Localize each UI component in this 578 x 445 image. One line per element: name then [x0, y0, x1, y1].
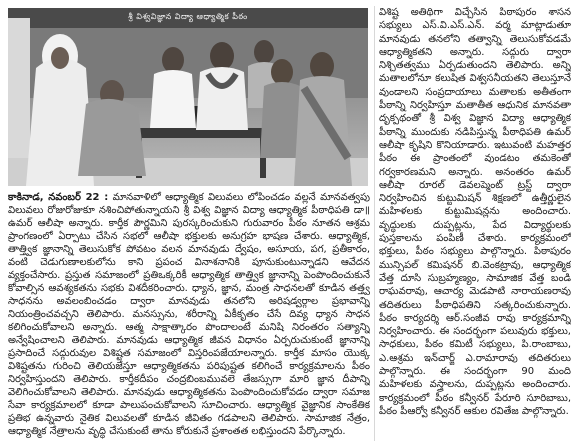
- photo-banner-text: శ్రీ విశ్వవిజ్ఞాన విద్యా ఆధ్యాత్మిక పీఠం: [128, 12, 248, 21]
- article-body-left: [8, 191, 370, 438]
- article-body-left-text: మానవాళిలో ఆధ్యాత్మిక విలువలు లోపించడం వల్లనే మానవత్వపు విలువలు రోజురోజుకూ నశించిపోతున్నాయని శ్రీ విశ్వ విజ్ఞాన విద్యా ఆధ్యాత్మిక పీఠాధిపతి డా॥ ఉమర్ ఆలీషా అన్నారు. కార్తీక పౌర్ణమిని పురస్కరించుకుని గురువారం పీఠం నూతన ఆశ్రమ ప్రాంగణంలో ఏర్పాటు చేసిన సభలో ఆలీషా భక్తులకు అనుగ్రహ భాషణ చేశారు. ఆధ్యాత్మిక, తాత్త్విక జ్ఞానాన్ని తెలుసుకోక పోవటం వలన మానవుడు ద్వేషం, అసూయ, పగ, ప్రతీకారం, వంటి చెడుగుణాలకులోను కాని ప్రపంచ వినాశనానికి పూనుకుంటున్నాడని ఆవేదన వ్యక్తంచేసారు. ప్రస్తుత సమాజంలో ప్రతిఒక్కరికీ ఆధ్యాత్మిక తాత్త్విక జ్ఞానాన్ని పెంపొందించుకునే కోవాల్సిన ఆవశ్యకతను సభకు విశదీకరించారు. ధ్యాన, జ్ఞాన, మంత్ర సాధనలతో కూడిన తత్త్వ సాధనను అవలంబించడం ద్వారా మానవుడు తనలోని అరిషడ్వర్గాల ప్రభావాన్ని నియంత్రించవచ్చని తెలిపారు. మనస్సును, శరీరాన్ని ఏకీకృతం చేసే దివ్య ధ్యాన సాధన కలిగించుకోవాలని అన్నారు. ఆత్మ సాక్షాత్కారం పొందాలంటే మనిషి నిరంతరం సత్యాన్ని అన్వేషించాలని తెలిపారు. మానవుడు ఆధ్యాత్మిక జీవన విధానం ఏర్పరుచుకుంటే జ్ఞానాన్ని ప్రసాదించే సద్గురువుల విశిష్టత సమాజంలో విస్తరింపజేయాలన్నారు. కార్తీక మాసం యొక్క విశిష్టతను గురించి తెలియజేస్తూ ఆధ్యాత్మికతను పరిపుష్టత కలిగించే కార్యక్రమాలను పీఠం నిర్వహిస్తుందని తెలిపారు. కార్తీకదీపం చంద్రబింబమువలె తేజస్సుగా మారి జ్ఞాన దీపాన్ని వెలిగించుకోవాలని తెలిపారు. మానవుడు ఆధ్యాత్మికతను పెంపొందించుకోవడం ద్వారా సమాజ సేవా కార్యక్రమాలలో కూడా పాలుపంచుకోవాలని సూచించారు. ఆధ్యాత్మిక వైజ్ఞానిక సాంకేతిక ప్రతిభ ఉన్నవారు నైతిక విలువలతో కూడిన జీవితం గడపాలని తెలిపారు. సామాజిక నేత్రం, ఆధ్యాత్మిక నేత్రాలను వృద్ధి చేసుకుంటే తాను కోరుకునే ప్రశాంతత లభిస్తుందని పేర్కొన్నారు.: [8, 192, 370, 437]
- news-photo-image: [8, 8, 368, 186]
- article-right-column: [379, 6, 571, 441]
- article-dateline: కాకినాడ, నవంబర్ 22 :: [8, 192, 109, 203]
- article-left-column: [8, 191, 370, 441]
- article-body-right: విశిష్ట అతిథిగా విచ్చేసిన పిఠాపురం శాసన సభ్యులు ఎస్.వి.ఎస్.ఎన్. వర్మ మాట్లాడుతూ మానవుడు తనలోని తత్వాన్ని తెలుసుకోవడమే ఆధ్యాత్మికతని అన్నారు. సద్గురు ద్వారా నిశ్చితత్వము ఏర్పడుతుందని తెలిపారు. అన్ని మతాలలోనూ కలుషిత విశ్వసనీయతని తెలుస్తూనే వుండాలని సంప్రదాయాలు మతాలకు అతీతంగా పీఠాన్ని నిర్వహిస్తూ మతాతీత ఆధునిక మానవతా దృక్పథంతో శ్రీ విశ్వ విజ్ఞాన విద్యా ఆధ్యాత్మిక పీఠాన్ని ముందుకు నడిపిస్తున్న పీఠాధిపతి ఉమర్ ఆలీషా కృషిని కొనియాడారు. ఇటువంటి మహత్తర పీఠం ఈ ప్రాంతంలో వుండటం తమకెంతో గర్వకారణమని అన్నారు. అనంతరం ఉమర్ ఆలీషా రూరల్ డెవలప్మెంట్ ట్రస్ట్ ద్వారా నిర్వహించిన కుట్టుమిషన్ శిక్షణలో ఉత్తీర్ణులైన మహిళలకు కుట్టుమిషన్లను అందించారు. వృద్ధులకు దుప్పట్లను, పేద విద్యార్థులకు పుస్తకాలను పంపిణీ చేశారు. కార్యక్రమంలో భక్తులు, పీఠం సభ్యులు పాల్గొన్నారు. పిఠాపురం మున్సిపల్ కమిషనర్ బి.వెంకట్రావు, ఆధ్యాత్మిక వేత్త దూసి సుబ్రహ్మణ్యం, సామాజిక వేత్త బండి రాఘవరావు, ఆచార్య మెడపాటి నారాయణరావు తదితరులు పీఠాధిపతిని సత్కరించుకున్నారు. పీఠం కార్యదర్శి ఆర్.సంజీవ రావు కార్యక్రమాన్ని నిర్వహించారు. ఈ సందర్భంగా పలువురు భక్తులు, సాధకులు, పీఠం కమిటీ సభ్యులు, పి.రాంబాబు, ఎ.ఆశ్రమ ఇన్‌చార్జ్ ఎ.రామారావు తదితరులు పాల్గొన్నారు. ఈ సందర్భంగా 90 మంది మహిళలకు వస్త్రాలను, దుప్పట్లను అందించారు. కార్యక్రమంలో పీఠం కన్వీనర్ పేరూరి సూరిబాబు, పీఠం పీఆర్వో కన్వీనర్ ఆకుల రవితేజ పాల్గొన్నారు.: [379, 7, 571, 417]
- column-divider: [374, 6, 375, 441]
- news-photo: [8, 8, 368, 186]
